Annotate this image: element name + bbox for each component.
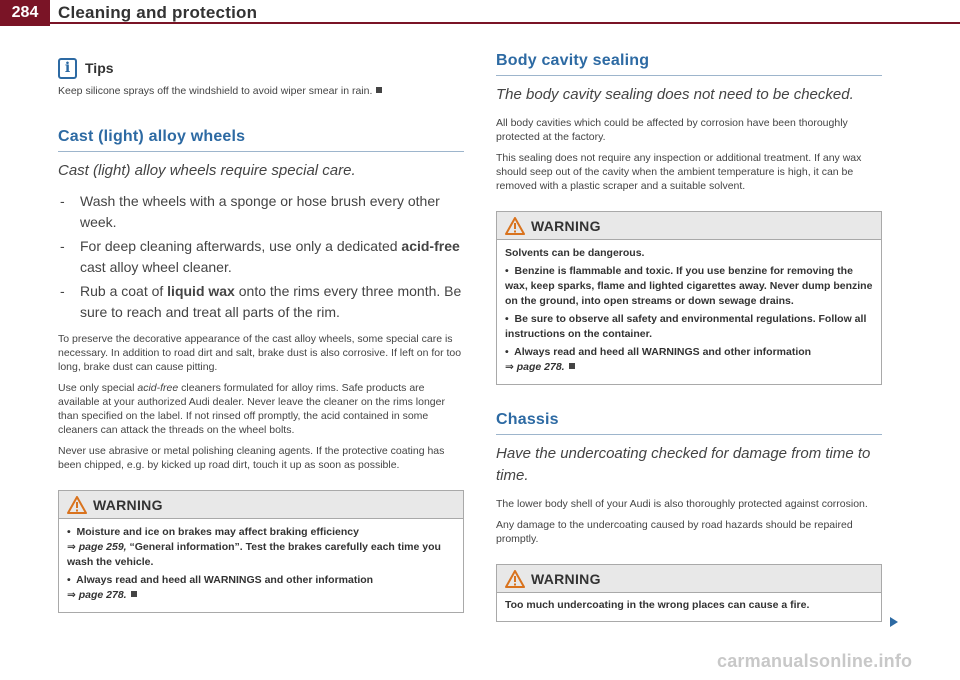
tips-header (58, 56, 464, 80)
list-item: - Wash the wheels with a sponge or hose brush every other week. (60, 193, 440, 230)
end-of-section-icon (376, 87, 382, 93)
paragraph: To preserve the decorative appearance of the cast alloy wheels, some special care is necessary. In addition to road dirt and salt, brake dust is also corrosive. If left on for too long, brake dust can cause pitting. (58, 333, 462, 373)
section-heading-chassis: Chassis (496, 411, 882, 435)
warning-body (497, 240, 881, 384)
chapter-title: Cleaning and protection (58, 3, 258, 22)
header-divider (50, 22, 960, 24)
end-of-section-icon (131, 591, 137, 597)
paragraph: Any damage to the undercoating caused by road hazards should be repaired promptly. (496, 519, 853, 545)
warning-title: WARNING (93, 496, 163, 513)
end-of-section-icon (569, 363, 575, 369)
paragraph: This sealing does not require any inspection or additional treatment. If any wax should seep out of the cavity when the ambient temperature is high, it can be removed with a plastic scraper and a suitable solvent. (496, 152, 862, 192)
warning-header (59, 491, 463, 519)
warning-box (496, 564, 882, 622)
section-lead-body-cavity: The body cavity sealing does not need to be checked. (496, 86, 854, 103)
warning-box (58, 490, 464, 613)
warning-box (496, 211, 882, 385)
warning-icon (505, 570, 525, 588)
tips-title: Tips (85, 60, 114, 76)
paragraph: All body cavities which could be affected by corrosion have been thoroughly protected at the factory. (496, 117, 848, 143)
warning-header (497, 565, 881, 593)
watermark: carmanualsonline.info (717, 651, 913, 671)
warning-item: • Benzine is flammable and toxic. If you use benzine for removing the wax, keep sparks, flame and lighted cigarettes away. Never dump benzine on the ground, into open streams or down sewage drains. (505, 265, 873, 307)
section-lead-wheels: Cast (light) alloy wheels require special care. (58, 162, 356, 179)
warning-icon (505, 217, 525, 235)
wheel-care-steps (58, 191, 464, 322)
paragraph: Never use abrasive or metal polishing cleaning agents. If the protective coating has been chipped, e.g. by kicked up road dirt, touch it up as soon as possible. (58, 445, 445, 471)
continue-arrow-icon (890, 617, 898, 627)
warning-body (497, 593, 881, 621)
section-lead-chassis: Have the undercoating checked for damage from time to time. (496, 445, 871, 484)
section-heading-body-cavity: Body cavity sealing (496, 52, 882, 76)
section-heading-wheels: Cast (light) alloy wheels (58, 128, 464, 152)
list-item: - For deep cleaning afterwards, use only a dedicated acid-free cast alloy wheel cleaner. (60, 238, 460, 275)
warning-icon (67, 496, 87, 514)
page-number: 284 (0, 0, 50, 26)
warning-item: • Be sure to observe all safety and environmental regulations. Follow all instructions on the container. (505, 313, 867, 340)
info-icon: i (58, 58, 77, 79)
page-link[interactable]: page 278. (78, 589, 127, 601)
warning-item: • Moisture and ice on brakes may affect braking efficiency ⇒ page 259, “General information”. Test the brakes carefully each time you wash the vehicle. (67, 526, 441, 568)
right-column (496, 52, 882, 622)
warning-body (59, 519, 463, 612)
left-column (58, 56, 464, 613)
warning-header (497, 212, 881, 240)
page-link[interactable]: page 278. (516, 361, 565, 373)
warning-item: • Always read and heed all WARNINGS and other information ⇒ page 278. (505, 346, 812, 373)
warning-item: Too much undercoating in the wrong places can cause a fire. (505, 599, 810, 611)
tips-text: Keep silicone sprays off the windshield to avoid wiper smear in rain. (58, 84, 464, 98)
paragraph: The lower body shell of your Audi is also thoroughly protected against corrosion. (496, 498, 868, 510)
warning-item: Solvents can be dangerous. (505, 247, 645, 259)
page-link[interactable]: page 259, (78, 541, 127, 553)
paragraph: Use only special acid-free cleaners formulated for alloy rims. Safe products are available at your authorized Audi dealer. Never leave the cleaner on the rims longer than specified on the label. If not rinsed off promptly, the acid contained in some cleaners can attack the threads on the wheel bolts. (58, 382, 445, 436)
warning-title: WARNING (531, 217, 601, 234)
warning-item: • Always read and heed all WARNINGS and other information ⇒ page 278. (67, 574, 374, 601)
list-item: - Rub a coat of liquid wax onto the rims every three month. Be sure to reach and treat all parts of the rim. (60, 283, 462, 320)
warning-title: WARNING (531, 570, 601, 587)
